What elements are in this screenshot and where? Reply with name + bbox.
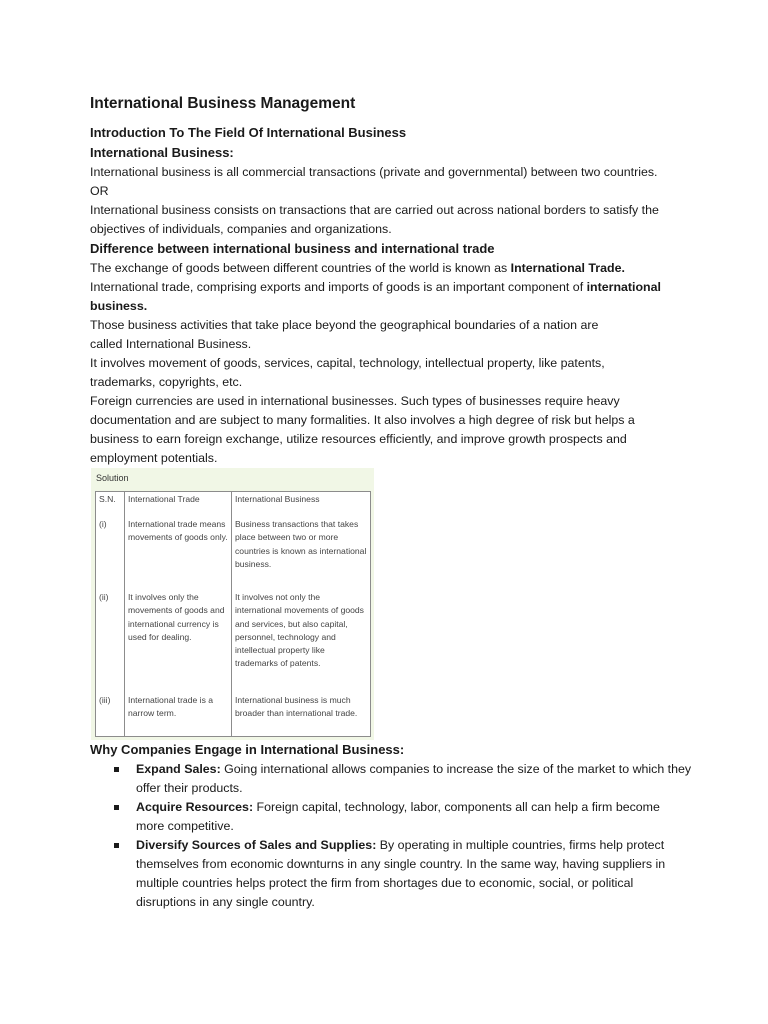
square-bullet-icon bbox=[114, 767, 119, 772]
table-header-cell: S.N. bbox=[96, 492, 125, 518]
paragraph-component-text: International trade, comprising exports and imports of goods is an important component of bbox=[90, 280, 587, 294]
table-cell: International trade is a narrow term. bbox=[125, 693, 232, 737]
reason-text: By operating in multiple countries, firms help protect themselves from economic downturns in any single country. In the same way, having suppliers in multiple countries helps protect the firm from shortages due to economic, social, or political disruptions in any single country. bbox=[136, 838, 666, 909]
paragraph-component-bold: international business. bbox=[90, 280, 661, 313]
ib-heading: International Business: bbox=[90, 145, 234, 160]
paragraph-trade-text: The exchange of goods between different countries of the world is known as bbox=[90, 261, 511, 275]
paragraph-ib-definition: Those business activities that take place beyond the geographical boundaries of a nation are called International Business. bbox=[90, 318, 599, 351]
reason-text: Going international allows companies to increase the size of the market to which they offer their products. bbox=[136, 762, 692, 795]
table-cell: It involves not only the international movements of goods and services, but also capital, personnel, technology and intellectual property like trademarks of patents. bbox=[232, 590, 371, 693]
comparison-table bbox=[95, 491, 371, 737]
table-cell: (i) bbox=[96, 517, 125, 590]
reasons-list bbox=[90, 760, 690, 912]
table-header-cell: International Trade bbox=[125, 492, 232, 518]
table-cell: Business transactions that takes place between two or more countries is known as international business. bbox=[232, 517, 371, 590]
reason-label: Acquire Resources: bbox=[136, 800, 254, 814]
list-item bbox=[136, 760, 696, 798]
reason-label: Expand Sales: bbox=[136, 762, 221, 776]
why-heading: Why Companies Engage in International Business: bbox=[90, 742, 405, 757]
document-page bbox=[90, 94, 690, 912]
list-item bbox=[136, 798, 676, 836]
table-cell: International trade means movements of goods only. bbox=[125, 517, 232, 590]
table-cell: International business is much broader than international trade. bbox=[232, 693, 371, 737]
paragraph-trade-bold: International Trade. bbox=[510, 261, 625, 275]
table-row bbox=[96, 590, 371, 693]
paragraph-trade-definition bbox=[90, 259, 690, 278]
solution-figure bbox=[91, 468, 374, 740]
table-header-cell: International Business bbox=[232, 492, 371, 518]
solution-label: Solution bbox=[96, 473, 129, 483]
table-cell: (iii) bbox=[96, 693, 125, 737]
table-row bbox=[96, 693, 371, 737]
reason-text: Foreign capital, technology, labor, components all can help a firm become more competitive. bbox=[136, 800, 660, 833]
ib-definition-1: International business is all commercial transactions (private and governmental) between two countries. bbox=[90, 165, 658, 179]
table-header-row bbox=[96, 492, 371, 518]
difference-heading: Difference between international business and international trade bbox=[90, 241, 495, 256]
paragraph-ib-movement: It involves movement of goods, services, capital, technology, intellectual property, like patents, trademarks, copyrights, etc. bbox=[90, 356, 605, 389]
square-bullet-icon bbox=[114, 843, 119, 848]
intro-heading: Introduction To The Field Of International Business bbox=[90, 125, 407, 140]
table-cell: (ii) bbox=[96, 590, 125, 693]
paragraph-foreign-currencies: Foreign currencies are used in international businesses. Such types of businesses require heavy documentation and are subject to many formalities. It also involves a high degree of risk but helps a business to earn foreign exchange, utilize resources efficiently, and improve growth prospects and employment potentials. bbox=[90, 394, 635, 465]
reason-label: Diversify Sources of Sales and Supplies: bbox=[136, 838, 377, 852]
table-cell: It involves only the movements of goods and international currency is used for dealing. bbox=[125, 590, 232, 693]
ib-definition-2: International business consists on transactions that are carried out across national borders to satisfy the objectives of individuals, companies and organizations. bbox=[90, 203, 659, 236]
table-row bbox=[96, 517, 371, 590]
document-title: International Business Management bbox=[90, 95, 356, 112]
square-bullet-icon bbox=[114, 805, 119, 810]
list-item bbox=[136, 836, 676, 912]
paragraph-trade-component bbox=[90, 278, 690, 316]
or-separator: OR bbox=[90, 184, 109, 198]
